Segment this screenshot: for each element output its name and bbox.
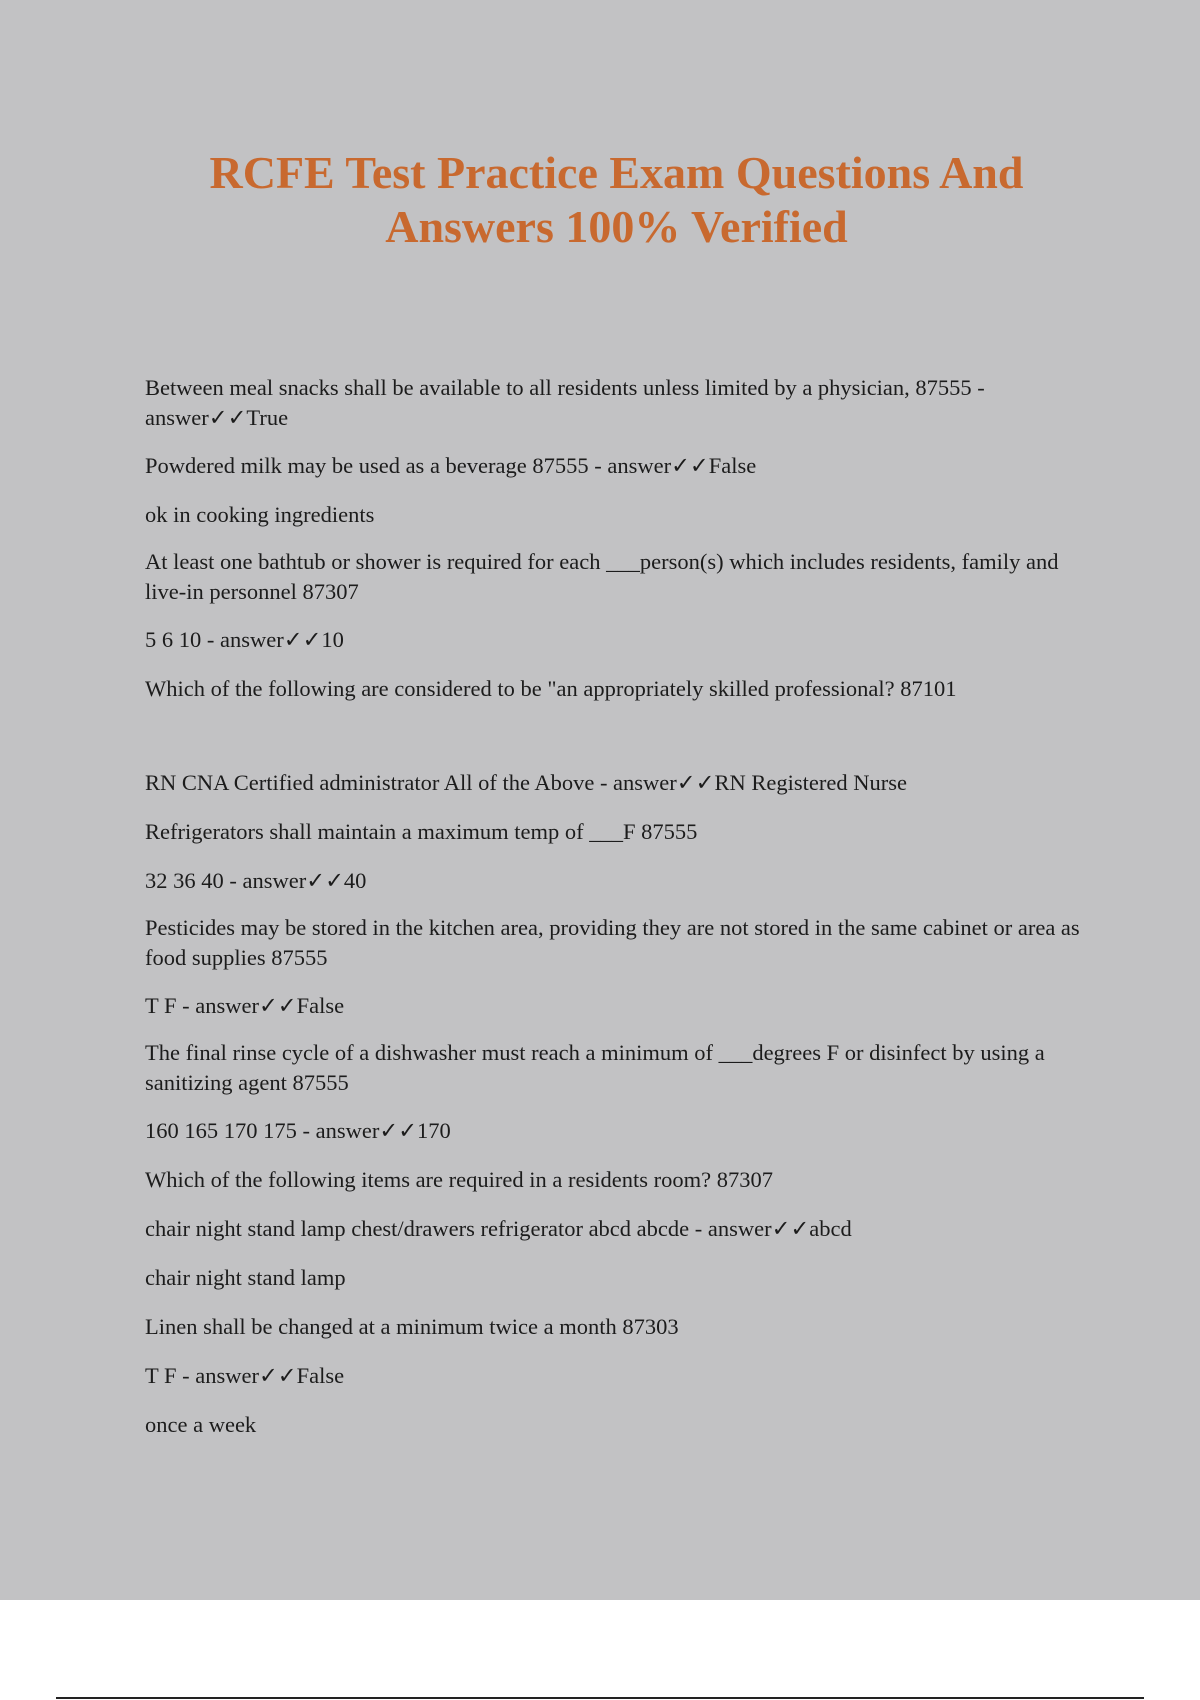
qa-paragraph: Pesticides may be stored in the kitchen area, providing they are not stored in the same cabinet or area as food supplies 87555 [145, 915, 1080, 970]
qa-paragraph: Refrigerators shall maintain a maximum temp of ___F 87555 [145, 819, 698, 844]
qa-paragraph: 32 36 40 - answer✓✓40 [145, 868, 367, 893]
document-body [145, 373, 1100, 1457]
paragraph-gap [145, 721, 1100, 766]
qa-paragraph: At least one bathtub or shower is required for each ___person(s) which includes residents, family and live-in personnel 87307 [145, 549, 1059, 604]
qa-paragraph: Which of the following items are required in a residents room? 87307 [145, 1167, 773, 1192]
qa-paragraph: Which of the following are considered to be "an appropriately skilled professional? 87101 [145, 676, 957, 701]
qa-paragraph: T F - answer✓✓False [145, 1363, 345, 1388]
qa-paragraph: T F - answer✓✓False [145, 993, 345, 1018]
page-divider [56, 1697, 1144, 1699]
qa-paragraph: Linen shall be changed at a minimum twice a month 87303 [145, 1314, 679, 1339]
qa-paragraph: chair night stand lamp chest/drawers refrigerator abcd abcde - answer✓✓abcd [145, 1216, 852, 1241]
document-title: RCFE Test Practice Exam Questions And Answers 100% Verified [209, 147, 1024, 252]
qa-paragraph: 5 6 10 - answer✓✓10 [145, 627, 344, 652]
qa-paragraph: Powdered milk may be used as a beverage 87555 - answer✓✓False [145, 453, 757, 478]
qa-paragraph: chair night stand lamp [145, 1265, 346, 1290]
qa-paragraph: The final rinse cycle of a dishwasher must reach a minimum of ___degrees F or disinfect by using a sanitizing agent 87555 [145, 1040, 1045, 1095]
qa-paragraph: RN CNA Certified administrator All of the Above - answer✓✓RN Registered Nurse [145, 770, 907, 795]
qa-paragraph: ok in cooking ingredients [145, 502, 375, 527]
qa-paragraph: once a week [145, 1412, 257, 1437]
qa-paragraph: 160 165 170 175 - answer✓✓170 [145, 1118, 451, 1143]
qa-paragraph: Between meal snacks shall be available to all residents unless limited by a physician, 87555 - answer✓✓True [145, 375, 985, 430]
